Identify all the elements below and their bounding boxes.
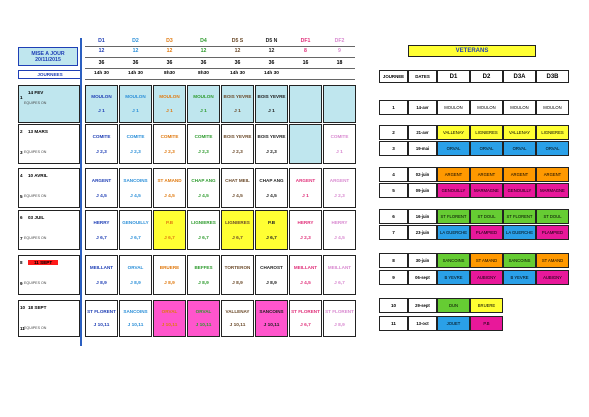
header-rule-1 — [85, 57, 355, 58]
matchday-label: J 8,9 — [198, 280, 209, 286]
round-number-2: 9 — [20, 281, 23, 286]
header-teams-1: 12 — [132, 48, 139, 54]
matchday-label: J 6,7 — [198, 235, 209, 241]
veterans-journee: 3 — [379, 141, 408, 156]
matchday-label: J 10,11 — [161, 323, 178, 329]
venue-name: MEILLANT — [293, 264, 318, 270]
venue-cell — [289, 300, 322, 337]
matchday-label: J 10,11 — [127, 323, 144, 329]
venue-cell — [153, 255, 186, 295]
matchday-label: J 4,5 — [164, 193, 175, 199]
veterans-journee: 4 — [379, 167, 408, 182]
veterans-venue: ST DOUL — [470, 209, 503, 224]
veterans-journee: 10 — [379, 298, 408, 313]
venue-cell — [221, 300, 254, 337]
veterans-date: 06-sept — [408, 270, 437, 285]
header-rule-2 — [85, 68, 355, 69]
matchday-label: J 1 — [200, 109, 207, 114]
matchday-label: J 6,7 — [266, 235, 277, 241]
round-teams-label: EQUIPES ON — [24, 194, 47, 198]
venue-name: TORTERON — [224, 264, 251, 270]
veterans-venue: ST AMAND — [536, 253, 569, 268]
header-days-7: 18 — [336, 60, 343, 66]
matchday-label: J 10,11 — [195, 323, 212, 329]
round-date: 03 JUIL — [28, 215, 45, 220]
veterans-journee: 5 — [379, 183, 408, 198]
venue-cell — [187, 168, 220, 208]
update-box — [18, 47, 78, 66]
header-divisions-3: D4 — [200, 38, 207, 44]
venue-name: GENOUILLY — [122, 219, 149, 225]
header-teams-3: 12 — [200, 48, 207, 54]
venue-name: MOULON — [125, 94, 146, 99]
veterans-journee: 7 — [379, 225, 408, 240]
header-times-1: 14h 30 — [128, 71, 143, 76]
update-label: MISE A JOUR — [31, 50, 65, 57]
veterans-venue: MARMAGNE — [470, 183, 503, 198]
veterans-venue: ARGENT — [470, 167, 503, 182]
venue-cell — [187, 85, 220, 123]
venue-name: MOULON — [159, 94, 180, 99]
veterans-date: 19-mai — [408, 141, 437, 156]
round-date: 10 AVRIL — [28, 173, 48, 178]
matchday-label: J 10,11 — [229, 323, 246, 329]
round-number: 6 — [20, 215, 23, 220]
veterans-title: VETERANS — [408, 45, 536, 57]
matchday-label: J 2,3 — [164, 149, 175, 155]
veterans-header-5: D3B — [536, 70, 569, 83]
venue-cell — [221, 85, 254, 123]
venue-name: COMITE — [126, 133, 145, 139]
divider-line — [80, 38, 82, 346]
venue-name: ST FLORENT — [87, 308, 116, 314]
matchday-label: J 6,7 — [96, 235, 107, 241]
matchday-label: J 2,3 — [130, 149, 141, 155]
venue-cell — [153, 300, 186, 337]
header-times-5: 14h 30 — [264, 71, 279, 76]
header-rule-0 — [85, 46, 355, 47]
matchday-label: J 8,9 — [164, 280, 175, 286]
veterans-venue: AUBIGNY — [536, 270, 569, 285]
venue-name: CHAROST — [260, 264, 283, 270]
header-times-4: 14h 30 — [230, 71, 245, 76]
venue-name: ORVAL — [127, 264, 144, 270]
veterans-date: 23-juin — [408, 225, 437, 240]
venue-cell — [323, 85, 356, 123]
header-divisions-5: D5 N — [265, 38, 278, 44]
venue-name: ST FLORENT — [291, 308, 320, 314]
veterans-venue: ST DOUL — [536, 209, 569, 224]
venue-cell — [85, 210, 118, 250]
venue-cell — [153, 124, 186, 164]
venue-cell — [119, 210, 152, 250]
veterans-venue: DUN — [437, 298, 470, 313]
veterans-header-2: D1 — [437, 70, 470, 83]
veterans-journee: 1 — [379, 100, 408, 115]
header-divisions-0: D1 — [98, 38, 105, 44]
round-number: 4 — [20, 173, 23, 178]
venue-name: SANCOINS — [259, 308, 284, 314]
veterans-journee: 8 — [379, 253, 408, 268]
veterans-venue: GENOUILLY — [437, 183, 470, 198]
venue-cell — [323, 210, 356, 250]
venue-name: ST FLORENT — [325, 308, 354, 314]
header-divisions-1: D2 — [132, 38, 139, 44]
venue-name: MEILLANT — [89, 264, 114, 270]
header-divisions-7: DF2 — [334, 38, 345, 44]
venue-name: ARGENT — [329, 177, 350, 183]
venue-name: HERRY — [297, 219, 314, 225]
matchday-label: J 6,7 — [232, 235, 243, 241]
venue-cell — [85, 124, 118, 164]
venue-cell — [255, 210, 288, 250]
matchday-label: J 8,9 — [96, 280, 107, 286]
round-number-2: 7 — [20, 236, 23, 241]
venue-cell — [289, 85, 322, 123]
veterans-date: 09-juin — [408, 183, 437, 198]
veterans-journee: 6 — [379, 209, 408, 224]
venue-cell — [119, 255, 152, 295]
venue-cell — [187, 210, 220, 250]
veterans-date: 14-avr — [408, 100, 437, 115]
venue-cell — [289, 255, 322, 295]
matchday-label: J 8,9 — [130, 280, 141, 286]
veterans-header-3: D2 — [470, 70, 503, 83]
venue-name: MOULON — [193, 94, 214, 99]
veterans-journee: 9 — [379, 270, 408, 285]
venue-name: COMITE — [160, 133, 179, 139]
venue-name: BOIS YEVRE — [223, 133, 252, 139]
veterans-date: 16-juin — [408, 209, 437, 224]
veterans-venue: LIGNIERES — [470, 125, 503, 140]
veterans-venue: PLAMPIED — [536, 225, 569, 240]
venue-cell — [85, 168, 118, 208]
venue-cell — [187, 300, 220, 337]
veterans-venue: ST AMAND — [470, 253, 503, 268]
veterans-venue: MOULON — [503, 100, 536, 115]
veterans-venue: BRUERE — [470, 298, 503, 313]
venue-cell — [85, 85, 118, 123]
round-number-2: 5 — [20, 194, 23, 199]
header-days-3: 36 — [200, 60, 207, 66]
round-number: 2 — [20, 129, 23, 134]
header-teams-2: 12 — [166, 48, 173, 54]
venue-name: CHAP ANG — [191, 177, 216, 183]
venue-name: MEILLANT — [327, 264, 352, 270]
header-days-4: 36 — [234, 60, 241, 66]
header-teams-5: 12 — [268, 48, 275, 54]
header-teams-0: 12 — [98, 48, 105, 54]
matchday-label: J 4,5 — [334, 235, 345, 241]
header-times-0: 14h 30 — [94, 71, 109, 76]
veterans-venue: VALLENAY — [437, 125, 470, 140]
matchday-label: J 1 — [166, 109, 173, 114]
veterans-venue: ARGENT — [437, 167, 470, 182]
veterans-venue: ST FLORENT — [503, 209, 536, 224]
round-teams-label: EQUIPES ON — [24, 236, 47, 240]
veterans-date: 13-oct — [408, 316, 437, 331]
header-divisions-6: DF1 — [300, 38, 311, 44]
round-number: 8 — [20, 260, 23, 265]
matchday-label: J 10,11 — [263, 323, 280, 329]
matchday-label: J 6,7 — [334, 280, 345, 286]
veterans-venue: ORVAL — [437, 141, 470, 156]
veterans-venue: SANCOINS — [503, 253, 536, 268]
matchday-label: J 8,9 — [266, 280, 277, 286]
matchday-label: J 4,5 — [232, 193, 243, 199]
header-days-0: 36 — [98, 60, 105, 66]
venue-cell — [153, 85, 186, 123]
venue-name: LIGNIERES — [225, 219, 250, 225]
venue-cell — [119, 124, 152, 164]
round-date: 11 SEPT — [28, 260, 58, 265]
venue-name: P.B — [165, 219, 174, 225]
matchday-label: J 4,5 — [198, 193, 209, 199]
veterans-venue: ORVAL — [470, 141, 503, 156]
round-date: 13 MARS — [28, 129, 48, 134]
round-date: 18 SEPT — [28, 305, 47, 310]
veterans-venue: ORVAL — [503, 141, 536, 156]
venue-name: LIGNIERES — [191, 219, 216, 225]
veterans-venue: SANCOINS — [437, 253, 470, 268]
venue-cell — [289, 168, 322, 208]
venue-name: P.B — [267, 219, 276, 225]
venue-name: ORVAL — [161, 308, 178, 314]
header-times-2: 8h30 — [164, 71, 175, 76]
venue-cell — [153, 210, 186, 250]
matchday-label: J 1 — [234, 109, 241, 114]
matchday-label: J 1 — [268, 109, 275, 114]
venue-name: BOIS YEVRE — [223, 94, 252, 99]
venue-name: ARGENT — [91, 177, 112, 183]
round-teams-label: EQUIPES ON — [24, 326, 47, 330]
venue-cell — [221, 168, 254, 208]
header-times-3: 8h30 — [198, 71, 209, 76]
veterans-venue: ST FLORENT — [437, 209, 470, 224]
round-teams-label: EQUIPES ON — [24, 281, 47, 285]
veterans-venue: MARMAGNE — [536, 183, 569, 198]
veterans-venue: MOULON — [536, 100, 569, 115]
veterans-venue: B YEVRE — [503, 270, 536, 285]
venue-cell — [255, 168, 288, 208]
venue-name: SANCOINS — [123, 308, 148, 314]
venue-name: HERRY — [331, 219, 348, 225]
veterans-header-0: JOURNEE — [379, 70, 408, 83]
veterans-venue: ORVAL — [536, 141, 569, 156]
journees-label: JOURNEES — [18, 70, 82, 79]
veterans-date: 02-juin — [408, 167, 437, 182]
venue-cell — [255, 124, 288, 164]
matchday-label: J 2,3 — [96, 149, 107, 155]
veterans-header-1: DATES — [408, 70, 437, 83]
matchday-label: J 1 — [132, 109, 139, 114]
veterans-journee: 11 — [379, 316, 408, 331]
venue-name: COMITE — [330, 133, 349, 139]
venue-name: CHAT MEIL — [225, 177, 250, 183]
venue-name: BOIS YEVRE — [257, 94, 286, 99]
veterans-venue: MOULON — [470, 100, 503, 115]
venue-cell — [323, 255, 356, 295]
venue-cell — [323, 124, 356, 164]
header-teams-6: 8 — [304, 48, 307, 54]
venue-name: ARGENT — [295, 177, 316, 183]
venue-cell — [119, 85, 152, 123]
venue-cell — [323, 168, 356, 208]
venue-name: MOULON — [91, 94, 112, 99]
header-teams-4: 12 — [234, 48, 241, 54]
venue-cell — [221, 255, 254, 295]
venue-name: HERRY — [93, 219, 110, 225]
venue-cell — [289, 210, 322, 250]
matchday-label: J 2,3 — [300, 235, 311, 241]
venue-cell — [119, 168, 152, 208]
venue-cell — [323, 300, 356, 337]
header-rule-3 — [85, 79, 355, 80]
venue-cell — [289, 124, 322, 164]
venue-cell — [187, 255, 220, 295]
venue-name: ST AMAND — [157, 177, 182, 183]
veterans-venue: AUBIGNY — [470, 270, 503, 285]
header-days-2: 36 — [166, 60, 173, 66]
veterans-header-4: D3A — [503, 70, 536, 83]
veterans-venue: LA GUERCHE — [437, 225, 470, 240]
header-times-7 — [323, 71, 356, 79]
round-number: 1 — [20, 95, 23, 100]
matchday-label: J 2,3 — [232, 149, 243, 155]
venue-name: BEFFES — [194, 264, 213, 270]
header-divisions-4: D5 S — [231, 38, 244, 44]
header-teams-7: 9 — [338, 48, 341, 54]
matchday-label: J 4,5 — [266, 193, 277, 199]
matchday-label: J 2,3 — [266, 149, 277, 155]
veterans-venue: VALLENAY — [503, 125, 536, 140]
venue-name: VALLENAY — [225, 308, 250, 314]
header-divisions-2: D3 — [166, 38, 173, 44]
matchday-label: J 8,9 — [232, 280, 243, 286]
matchday-label: J 2,3 — [198, 149, 209, 155]
venue-cell — [255, 85, 288, 123]
venue-cell — [187, 124, 220, 164]
header-days-1: 36 — [132, 60, 139, 66]
venue-cell — [85, 255, 118, 295]
venue-cell — [85, 300, 118, 337]
round-number: 10 — [20, 305, 26, 310]
venue-name: COMITE — [194, 133, 213, 139]
matchday-label: J 6,7 — [164, 235, 175, 241]
round-date: 14 FEV — [28, 90, 44, 95]
venue-cell — [221, 124, 254, 164]
round-number-2: 11 — [20, 326, 25, 331]
matchday-label: J 4,5 — [300, 280, 311, 286]
veterans-venue: ARGENT — [536, 167, 569, 182]
header-times-6 — [289, 71, 322, 79]
header-days-6: 16 — [302, 60, 309, 66]
venue-cell — [255, 255, 288, 295]
veterans-venue: MOULON — [437, 100, 470, 115]
veterans-journee: 2 — [379, 125, 408, 140]
venue-name: COMITE — [92, 133, 111, 139]
matchday-label: J 1 — [98, 109, 105, 114]
venue-name: ORVAL — [195, 308, 212, 314]
matchday-label: J 6,7 — [130, 235, 141, 241]
header-days-5: 36 — [268, 60, 275, 66]
veterans-venue: PLAMPIED — [470, 225, 503, 240]
veterans-venue: ARGENT — [503, 167, 536, 182]
update-date: 20/11/2015 — [35, 56, 61, 63]
veterans-venue: JOUET — [437, 316, 470, 331]
matchday-label: J 2,3 — [334, 193, 345, 199]
venue-name: BOIS YEVRE — [257, 133, 286, 139]
venue-name: CHAP ANG — [259, 177, 284, 183]
veterans-date: 30-juin — [408, 253, 437, 268]
veterans-date: 29-sept — [408, 298, 437, 313]
veterans-venue: P.B — [470, 316, 503, 331]
matchday-label: J 1 — [336, 149, 343, 155]
round-teams-label: EQUIPES ON — [24, 101, 47, 105]
veterans-venue: B YEVRE — [437, 270, 470, 285]
venue-cell — [153, 168, 186, 208]
veterans-venue: GENOUILLY — [503, 183, 536, 198]
matchday-label: J 1 — [302, 193, 309, 199]
matchday-label: J 8,9 — [334, 323, 345, 329]
venue-cell — [221, 210, 254, 250]
veterans-venue: LA GUERCHE — [503, 225, 536, 240]
venue-name: SANCOINS — [123, 177, 148, 183]
venue-name: BRUERE — [159, 264, 180, 270]
veterans-date: 21-avr — [408, 125, 437, 140]
venue-cell — [255, 300, 288, 337]
veterans-venue: LIGNIERES — [536, 125, 569, 140]
matchday-label: J 4,5 — [96, 193, 107, 199]
matchday-label: J 4,5 — [130, 193, 141, 199]
matchday-label: J 10,11 — [93, 323, 110, 329]
round-number-2: 3 — [20, 150, 23, 155]
matchday-label: J 6,7 — [300, 323, 311, 329]
round-teams-label: EQUIPES ON — [24, 150, 47, 154]
venue-cell — [119, 300, 152, 337]
